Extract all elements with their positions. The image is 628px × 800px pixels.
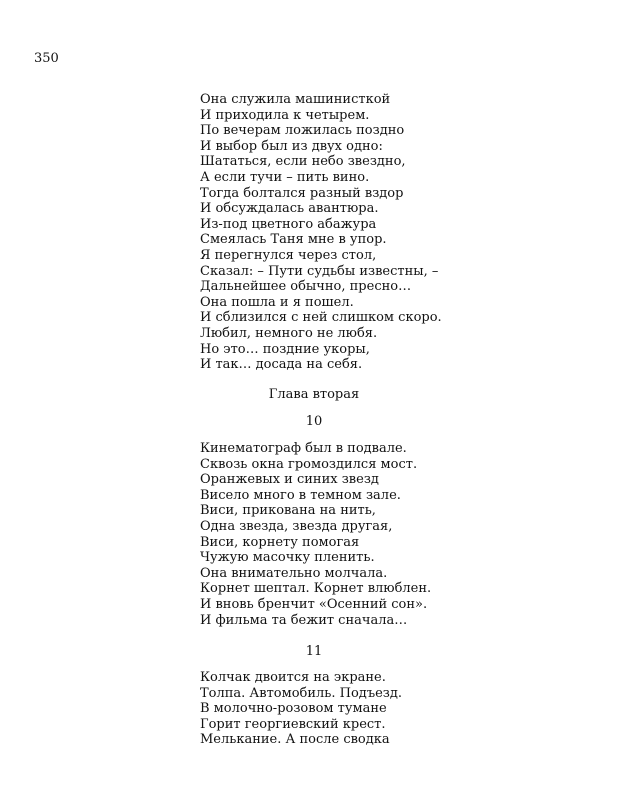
verse-line: Сквозь окна громоздился мост.: [200, 456, 418, 472]
section-11-number: 11: [305, 644, 323, 659]
verse-line: И выбор был из двух одно:: [200, 138, 383, 154]
verse-line: Виси, прикована на нить,: [200, 503, 376, 519]
verse-line: Она служила машинисткой: [200, 92, 391, 107]
verse-line: И так… досада на себя.: [200, 357, 363, 373]
verse-line: И фильма та бежит сначала…: [200, 612, 408, 628]
verse-line: Я перегнулся через стол,: [200, 247, 377, 263]
stanza-section-10: [200, 441, 580, 628]
stanza-one: [200, 92, 580, 373]
verse-line: Сказал: – Пути судьбы известны, –: [200, 263, 439, 279]
verse-line: Оранжевых и синих звезд: [200, 472, 379, 488]
verse-line: Шататься, если небо звездно,: [200, 154, 406, 170]
verse-line: Одна звезда, звезда другая,: [200, 518, 393, 534]
verse-line: Тогда болтался разный вздор: [200, 185, 404, 201]
verse-line: Мелькание. А после сводка: [200, 732, 390, 748]
verse-line: И сблизился с ней слишком скоро.: [200, 310, 442, 326]
verse-line: А если тучи – пить вино.: [200, 169, 370, 185]
verse-line: Дальнейшее обычно, пресно…: [200, 279, 412, 295]
verse-line: Она пошла и я пошел.: [200, 294, 354, 310]
verse-line: Толпа. Автомобиль. Подъезд.: [200, 685, 403, 701]
verse-line: Она внимательно молчала.: [200, 565, 388, 581]
verse-line: Но это… поздние укоры,: [200, 341, 370, 357]
verse-line: Из-под цветного абажура: [200, 216, 377, 232]
verse-line: Смеялась Таня мне в упор.: [200, 232, 387, 248]
verse-line: В молочно-розовом тумане: [200, 701, 387, 717]
section-10-number: 10: [305, 414, 323, 429]
verse-line: Корнет шептал. Корнет влюблен.: [200, 581, 432, 597]
verse-line: Горит георгиевский крест.: [200, 716, 386, 732]
verse-line: Любил, немного не любя.: [200, 325, 378, 341]
verse-line: Чужую масочку пленить.: [200, 550, 375, 566]
stanza-section-11: [200, 670, 580, 748]
verse-line: И приходила к четырем.: [200, 107, 370, 123]
verse-line: И вновь бренчит «Осенний сон».: [200, 596, 428, 612]
page-number: 350: [34, 51, 59, 66]
verse-line: Висело много в темном зале.: [200, 487, 401, 503]
chapter-heading: Глава вторая: [268, 387, 360, 402]
verse-line: Кинематограф был в подвале.: [200, 441, 407, 456]
verse-line: Виси, корнету помогая: [200, 534, 360, 550]
verse-line: Колчак двоится на экране.: [200, 670, 386, 685]
verse-line: И обсуждалась авантюра.: [200, 201, 379, 217]
verse-line: По вечерам ложилась поздно: [200, 123, 405, 139]
